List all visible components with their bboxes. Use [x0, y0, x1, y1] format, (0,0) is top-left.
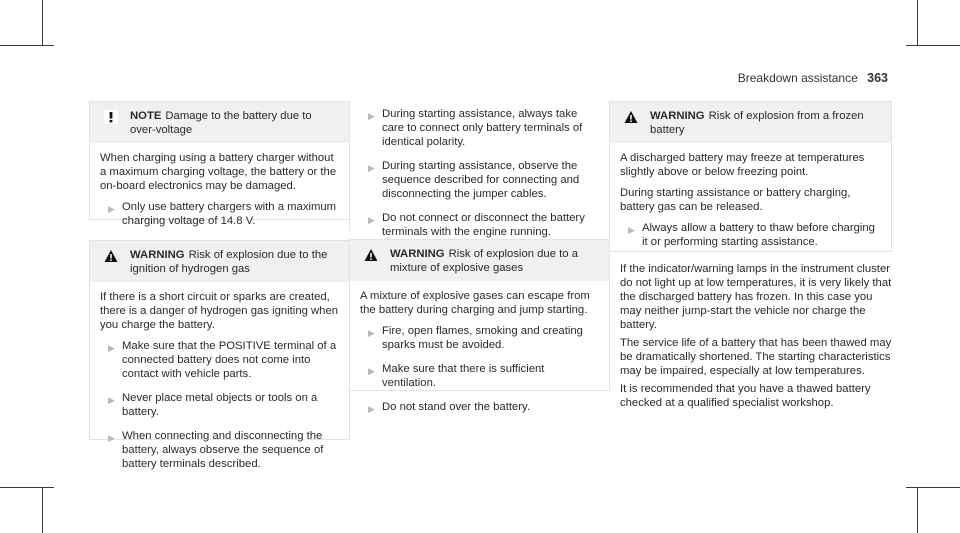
warning-body — [610, 143, 891, 269]
warning-box — [89, 240, 350, 470]
arrow-bullet-icon: ▶ — [368, 163, 375, 173]
warning-text: During starting assistance or battery charging, battery gas can be released. — [620, 187, 851, 213]
list-item — [360, 211, 599, 239]
crop-mark — [42, 487, 43, 533]
arrow-bullet-icon: ▶ — [368, 328, 375, 338]
warning-triangle-icon — [104, 249, 118, 263]
exclamation-square-icon — [104, 110, 118, 124]
list-item — [360, 107, 599, 149]
warning-title: Risk of explosion from a frozen battery — [650, 110, 864, 136]
warning-title: Risk of explosion due to a mixture of explosive gases — [390, 248, 578, 274]
warning-box — [609, 101, 892, 252]
list-item-text: Only use battery chargers with a maximum charging voltage of 14.8 V. — [122, 201, 337, 227]
crop-mark — [917, 487, 918, 533]
list-item — [360, 400, 599, 414]
arrow-bullet-icon: ▶ — [368, 366, 375, 376]
warning-title: Risk of explosion due to the ignition of hydrogen gas — [130, 249, 328, 275]
paragraph: The service life of a battery that has been thawed may be dramatically shortened. The starting characteristics may be impaired, especially at low temperatures. — [620, 337, 892, 377]
warning-keyword: WARNING — [650, 110, 705, 122]
warning-body — [350, 281, 609, 434]
note-title: Damage to the battery due to over-voltage — [130, 110, 312, 136]
crop-mark — [906, 45, 960, 46]
list-item-text: During starting assistance, always take care to connect only battery terminals of identical polarity. — [382, 108, 583, 148]
crop-mark — [917, 0, 918, 46]
continuation-body — [350, 101, 609, 259]
warning-text: If there is a short circuit or sparks are created, there is a danger of hydrogen gas igniting when you charge the battery. — [100, 291, 339, 331]
list-item-text: Do not stand over the battery. — [382, 401, 530, 413]
list-item-text: Make sure that there is sufficient ventilation. — [382, 363, 545, 389]
list-item — [100, 429, 339, 471]
list-item-text: When connecting and disconnecting the battery, always observe the sequence of battery terminals described. — [122, 430, 324, 470]
warning-text: A mixture of explosive gases can escape from the battery during charging and jump starting. — [360, 290, 590, 316]
arrow-bullet-icon: ▶ — [108, 395, 115, 405]
note-keyword: NOTE — [130, 110, 162, 122]
list-item — [620, 221, 881, 249]
paragraph: If the indicator/warning lamps in the instrument cluster do not light up at low temperatures, it is very likely that the discharged battery has frozen. In this case you may neither jump-start the vehicle nor charge the battery. — [620, 263, 892, 331]
list-item — [100, 391, 339, 419]
arrow-bullet-icon: ▶ — [368, 404, 375, 414]
list-item — [100, 200, 339, 228]
crop-mark — [906, 487, 960, 488]
crop-mark — [42, 0, 43, 46]
list-item-text: Fire, open flames, smoking and creating sparks must be avoided. — [382, 325, 583, 351]
page-number: 363 — [867, 71, 888, 85]
crop-mark — [0, 45, 54, 46]
list-item-text: During starting assistance, observe the sequence described for connecting and disconnecting the jumper cables. — [382, 160, 580, 200]
warning-body — [90, 282, 349, 491]
warning-header — [90, 241, 349, 282]
note-header — [90, 102, 349, 143]
page-header — [738, 71, 888, 85]
list-item-text: Make sure that the POSITIVE terminal of a connected battery does not come into contact with vehicle parts. — [122, 340, 337, 380]
list-item — [360, 324, 599, 352]
paragraph: It is recommended that you have a thawed battery checked at a qualified specialist workshop. — [620, 383, 871, 409]
warning-text: A discharged battery may freeze at temperatures slightly above or below freezing point. — [620, 152, 865, 178]
arrow-bullet-icon: ▶ — [108, 433, 115, 443]
note-text: When charging using a battery charger without a maximum charging voltage, the battery or the on-board electronics may be damaged. — [100, 152, 337, 192]
arrow-bullet-icon: ▶ — [368, 215, 375, 225]
note-box — [89, 101, 350, 227]
warning-keyword: WARNING — [130, 249, 185, 261]
warning-box — [349, 239, 610, 414]
warning-header — [350, 240, 609, 281]
list-item-text: Always allow a battery to thaw before charging it or performing starting assistance. — [642, 222, 875, 248]
list-item-text: Do not connect or disconnect the battery terminals with the engine running. — [382, 212, 585, 238]
arrow-bullet-icon: ▶ — [108, 204, 115, 214]
list-item — [360, 362, 599, 390]
warning-continuation — [349, 101, 609, 238]
arrow-bullet-icon: ▶ — [368, 111, 375, 121]
warning-keyword: WARNING — [390, 248, 445, 260]
warning-triangle-icon — [624, 110, 638, 124]
list-item — [100, 339, 339, 381]
list-item — [360, 159, 599, 201]
list-item-text: Never place metal objects or tools on a battery. — [122, 392, 318, 418]
warning-header — [610, 102, 891, 143]
section-title: Breakdown assistance — [737, 71, 858, 85]
warning-triangle-icon — [364, 248, 378, 262]
arrow-bullet-icon: ▶ — [108, 343, 115, 353]
crop-mark — [0, 487, 54, 488]
arrow-bullet-icon: ▶ — [628, 225, 635, 235]
note-body — [90, 143, 349, 248]
body-text — [620, 262, 892, 414]
